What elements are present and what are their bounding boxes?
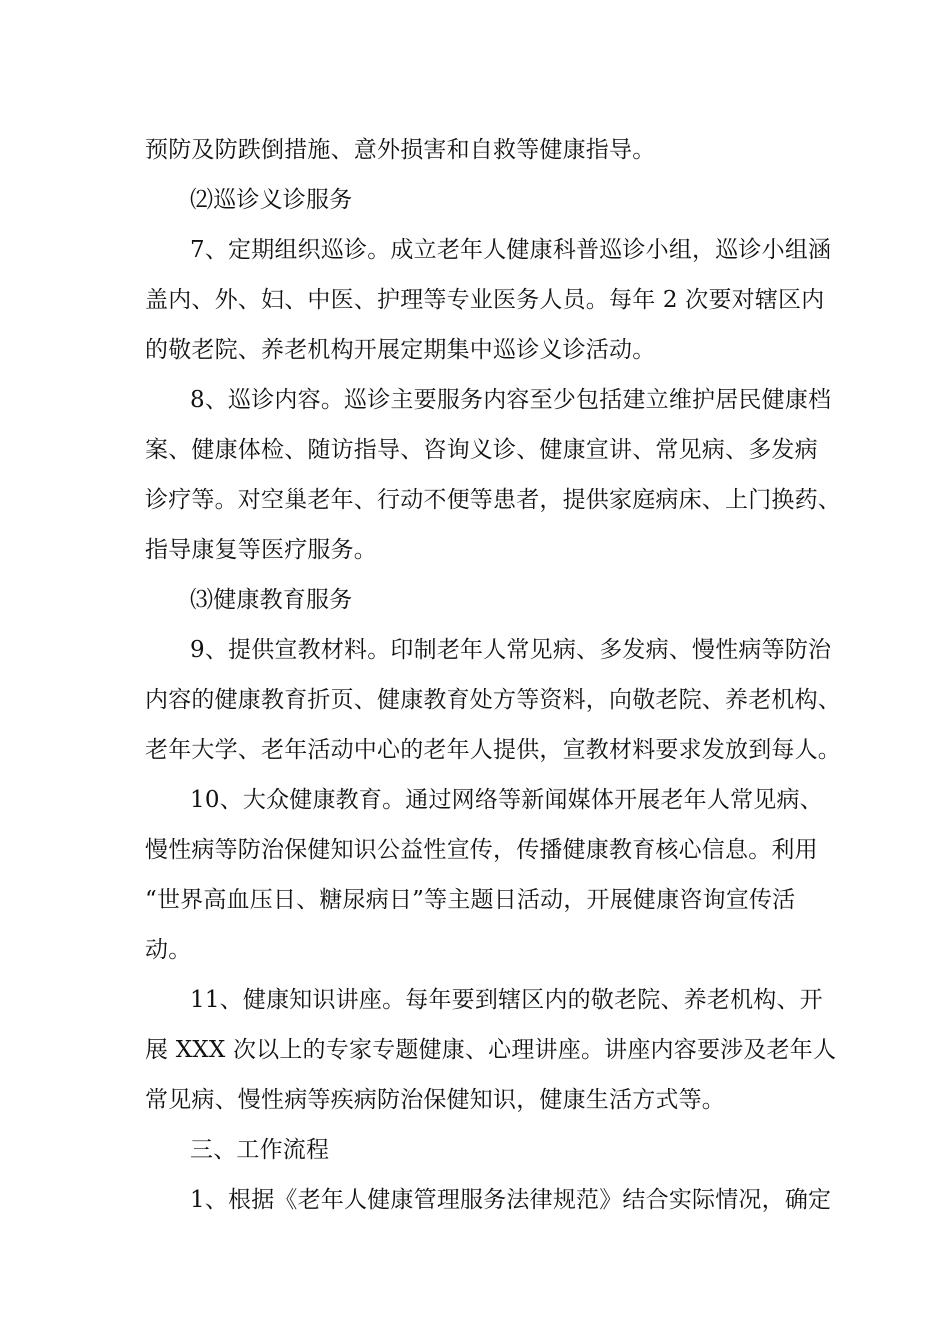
text-line: 7、定期组织巡诊。成立老年人健康科普巡诊小组，巡诊小组涵 [190,237,832,263]
text-line: 老年大学、老年活动中心的老年人提供，宣教材料要求发放到每人。 [145,737,841,763]
section-heading: 三、工作流程 [190,1137,330,1163]
text-line: 诊疗等。对空巢老年、行动不便等患者，提供家庭病床、上门换药、 [145,487,841,513]
text-line: 1、根据《老年人健康管理服务法律规范》结合实际情况，确定 [190,1187,832,1213]
text-line: 慢性病等防治保健知识公益性宣传，传播健康教育核心信息。利用 [145,837,818,863]
section-heading: ⑶健康教育服务 [190,587,353,613]
text-line: 预防及防跌倒措施、意外损害和自救等健康指导。 [145,137,656,163]
text-line: 盖内、外、妇、中医、护理等专业医务人员。每年 2 次要对辖区内 [145,287,825,313]
text-line: 11、健康知识讲座。每年要到辖区内的敬老院、养老机构、开 [190,987,823,1013]
text-line: “世界高血压日、糖尿病日”等主题日活动，开展健康咨询宣传活 [145,887,796,913]
text-line: 常见病、慢性病等疾病防治保健知识，健康生活方式等。 [145,1087,725,1113]
text-line: 案、健康体检、随访指导、咨询义诊、健康宣讲、常见病、多发病 [145,437,818,463]
section-heading: ⑵巡诊义诊服务 [190,187,353,213]
text-line: 内容的健康教育折页、健康教育处方等资料，向敬老院、养老机构、 [145,687,841,713]
text-line: 8、巡诊内容。巡诊主要服务内容至少包括建立维护居民健康档 [190,387,832,413]
text-line: 展 XXX 次以上的专家专题健康、心理讲座。讲座内容要涉及老年人 [145,1037,837,1063]
text-line: 指导康复等医疗服务。 [145,537,377,563]
text-line: 的敬老院、养老机构开展定期集中巡诊义诊活动。 [145,337,656,363]
text-line: 10、大众健康教育。通过网络等新闻媒体开展老年人常见病、 [190,787,823,813]
text-line: 动。 [145,937,192,963]
text-line: 9、提供宣教材料。印制老年人常见病、多发病、慢性病等防治 [190,637,832,663]
